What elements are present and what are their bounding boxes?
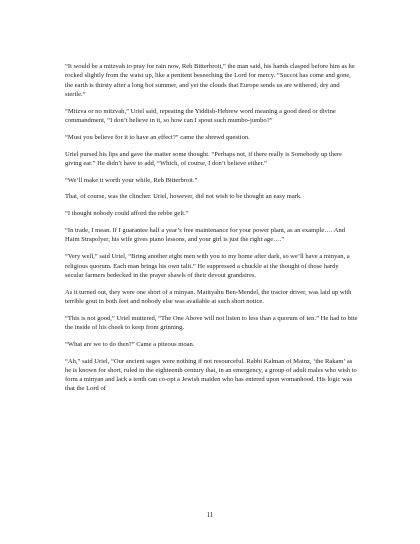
paragraph: As it turned out, they were one short of a minyan. Matityahu Ben-Mendel, the tractor driver, was laid up with terrible gout in both feet and nobody else was available at such short notice. (65, 288, 352, 305)
paragraph: “Ah,” said Uriel, “Our ancient sages were nothing if not resourceful. Rabbi Kalman of Mainz, ‘the Rakam’ as he is known for short, ruled in the eighteenth century that, in an emergency, a group of adult males who wish to form a minyan and lack a tenth can co-opt a Jewish maiden who has entered upon womanhood. His logic was that the Lord of (65, 357, 357, 393)
paragraph: “It would be a mitzvah to pray for rain now, Reb Bitterbroit,” the man said, his hands clasped before him as he rocked slightly from the waist up, like a penitent beseeching the Lord for mercy. “Succot has come and gone, the earth is thirsty after a long hot summer, and yet the clouds that Europe sends us are withered, dry and sterile.” (65, 63, 355, 98)
paragraph: “Very well,” said Uriel, “Bring another eight men with you to my home after dark, so we’ll have a minyan, a religious quorum. Each man brings his own talit.” He suppressed a chuckle at the thought of those hardy secular farmers bedecked in the prayer shawls of their devout grandsires. (65, 253, 350, 279)
paragraph: “In trade, I mean. If I guarantee half a year’s free maintenance for your power plant, as an example…. And Haim Strapolyer, his wife gives piano lessons, and your girl is just the right age….” (65, 227, 345, 244)
paragraph: “What are we to do then?” Came a piteous moan. (65, 340, 195, 348)
paragraph: “Must you believe for it to have an effect?” came the shrewd question. (65, 133, 250, 141)
paragraph: “This is not good,” Uriel muttered, “The One Above will not listen to less than a quorum of ten.” He had to bite the inside of his cheek to keep from grinning. (65, 314, 358, 331)
paragraph: “I thought nobody could afford the rebbe gelt.” (65, 210, 189, 218)
paragraph: That, of course, was the clincher. Uriel, however, did not wish to be thought an easy mark. (65, 193, 302, 201)
paragraph: “Mitzva or no mitzvah,” Uriel said, repeating the Yiddish-Hebrew word meaning a good deed or divine commandment, “I don’t believe in it, so how can I spout such mumbo-jumbo?” (65, 107, 336, 124)
body-text (65, 62, 358, 401)
paragraph: “We’ll make it worth your while, Reb Bitterbroit.” (65, 176, 198, 184)
paragraph: Uriel pursed his lips and gave the matter some thought. “Perhaps not, if there really is Somebody up there giving ear.” He didn’t have to add, “Which, of course, I don’t believe either.” (65, 150, 343, 167)
page-number: 11 (206, 511, 214, 519)
